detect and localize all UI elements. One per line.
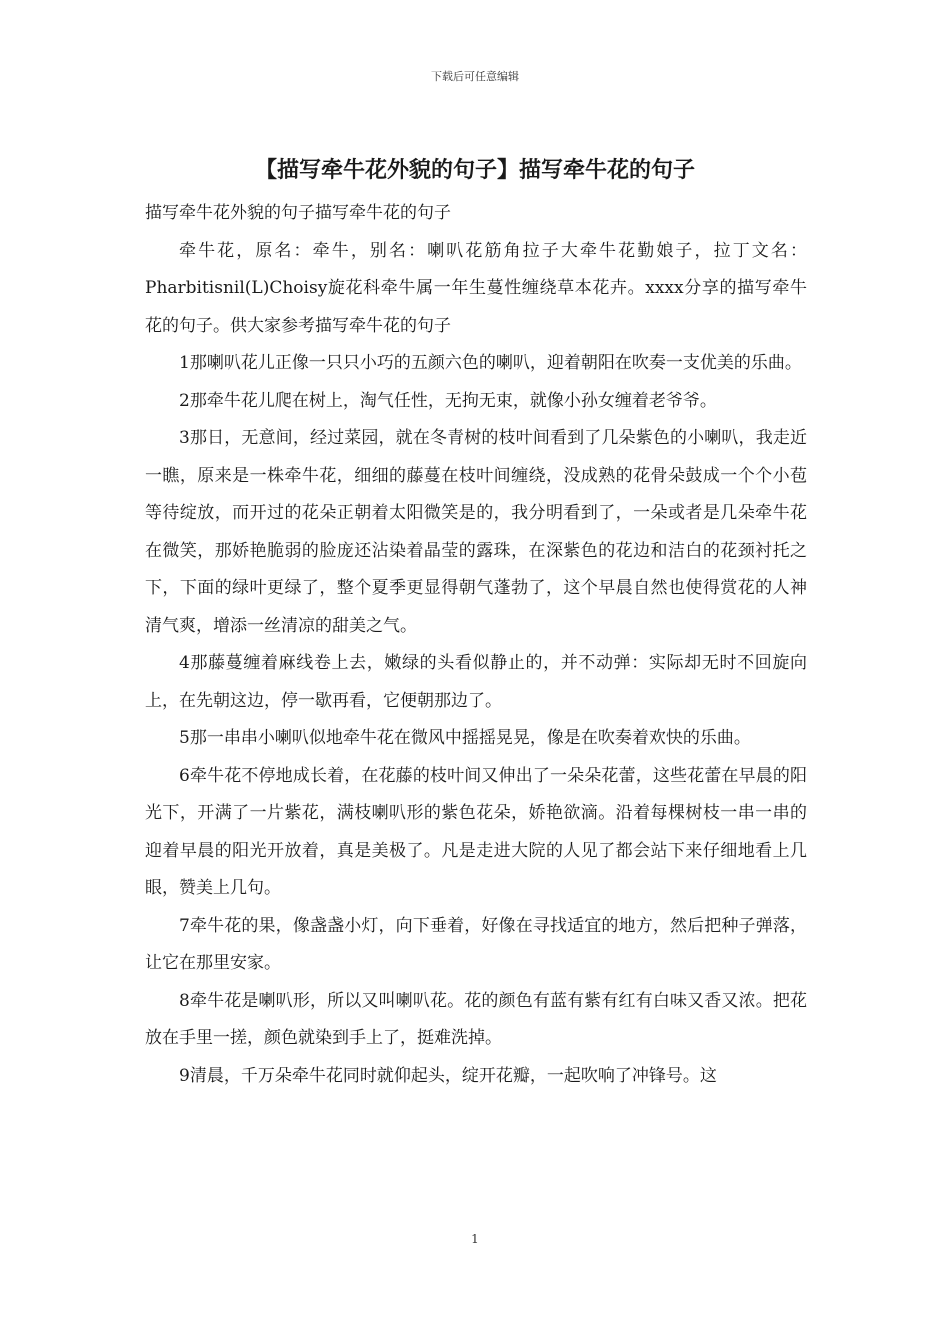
- header-note: 下载后可任意编辑: [431, 70, 519, 83]
- sentence-paragraph-4: 4那藤蔓缠着麻线卷上去，嫩绿的头看似静止的，并不动弹：实际却无时不回旋向上，在先朝这边，停一歇再看，它便朝那边了。: [145, 653, 807, 711]
- sentence-paragraph-9: 9清晨，千万朵牵牛花同时就仰起头，绽开花瓣，一起吹响了冲锋号。这: [179, 1065, 717, 1086]
- sentence-paragraph-5: 5那一串串小喇叭似地牵牛花在微风中摇摇晃晃，像是在吹奏着欢快的乐曲。: [179, 728, 751, 748]
- sentence-paragraph-3: 3那日，无意间，经过菜园，就在冬青树的枝叶间看到了几朵紫色的小喇叭，我走近一瞧，原来是一株牵牛花，细细的藤蔓在枝叶间缠绕，没成熟的花骨朵鼓成一个个小苞等待绽放，而开过的花朵正朝着太阳微笑是的，我分明看到了，一朵或者是几朵牵牛花在微笑，那娇艳脆弱的脸庞还沾染着晶莹的露珠，在深紫色的花边和洁白的花颈衬托之下，下面的绿叶更绿了，整个夏季更显得朝气蓬勃了，这个早晨自然也使得赏花的人神清气爽，增添一丝清凉的甜美之气。: [145, 428, 807, 636]
- sentence-paragraph-7: 7牵牛花的果，像盏盏小灯，向下垂着，好像在寻找适宜的地方，然后把种子弹落，让它在那里安家。: [145, 915, 807, 973]
- intro-paragraph: 牵牛花，原名：牵牛，别名：喇叭花筋角拉子大牵牛花勤娘子，拉丁文名：Pharbitisnil(L)Choisy旋花科牵牛属一年生蔓性缠绕草本花卉。xxxx分享的描写牵牛花的句子。供大家参考描写牵牛花的句子: [145, 240, 807, 336]
- document-body: [145, 195, 807, 1095]
- sentence-paragraph-8: 8牵牛花是喇叭形，所以又叫喇叭花。花的颜色有蓝有紫有红有白味又香又浓。把花放在手里一搓，颜色就染到手上了，挺难洗掉。: [145, 990, 807, 1048]
- sentence-paragraph-6: 6牵牛花不停地成长着，在花藤的枝叶间又伸出了一朵朵花蕾，这些花蕾在早晨的阳光下，开满了一片紫花，满枝喇叭形的紫色花朵，娇艳欲滴。沿着每棵树枝一串一串的迎着早晨的阳光开放着，真是美极了。凡是走进大院的人见了都会站下来仔细地看上几眼，赞美上几句。: [145, 765, 807, 898]
- sentence-paragraph-2: 2那牵牛花儿爬在树上，淘气任性，无拘无束，就像小孙女缠着老爷爷。: [179, 390, 717, 411]
- sentence-paragraph-1: 1那喇叭花儿正像一只只小巧的五颜六色的喇叭，迎着朝阳在吹奏一支优美的乐曲。: [179, 353, 802, 373]
- page-number: 1: [471, 1232, 479, 1246]
- document-title: 【描写牵牛花外貌的句子】描写牵牛花的句子: [254, 157, 695, 183]
- subtitle-paragraph: 描写牵牛花外貌的句子描写牵牛花的句子: [145, 203, 451, 223]
